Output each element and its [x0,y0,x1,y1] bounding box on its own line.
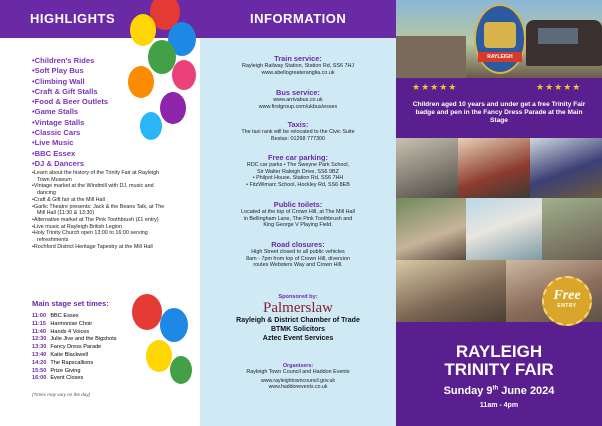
balloon-decoration [146,340,172,372]
event-date [396,385,602,397]
table-row [32,336,117,344]
bus-section [200,88,396,110]
star-rating-icon: ★★★★★ [412,82,458,92]
section-line: Rayleigh Railway Station, Station Rd, SS6 7HJ [241,63,355,69]
list-item: • Craft & Gift Stalls [32,87,108,97]
list-item: • BBC Essex [32,149,108,159]
photo-performer [530,138,602,198]
event-time: 11am - 4pm [479,402,519,409]
section-line: in Bellingham Lane, The Pink Toothbrush and [243,215,353,222]
highlights-panel [0,0,200,426]
sponsor-name: Aztec Event Services [262,335,334,342]
act-cell: Fancy Dress Parade [50,344,102,351]
act-cell: Prize Giving [50,367,81,374]
balloon-decoration [132,294,162,330]
section-line: Located at the top of Crown Hill, at The Mill Hall [241,209,355,215]
list-item: • Game Stalls [32,107,108,117]
section-line: 8am - 7pm from top of Crown Hill, diversion [246,255,350,262]
balloon-decoration [130,14,156,46]
toilets-section [200,200,396,229]
section-line: Sir Walter Raleigh Drive, SS6 9BZ [257,168,339,175]
time-cell: 11:40 [32,328,46,335]
section-line: • Philpot House, Station Rd, SS6 7HH [252,175,344,182]
times-note: (Times may vary on the day) [32,392,91,397]
sponsors-section [200,294,396,343]
train-section [200,54,396,76]
list-item: • Alternative market at The Pink Toothbrush (£1 entry) [32,217,166,224]
list-item: • Children's Rides [32,56,108,66]
sponsored-by-label: Sponsored by: [278,294,318,300]
sponsor-name: BTMK Solicitors [270,326,326,333]
time-cell: 11:15 [32,320,46,327]
information-panel [200,0,396,426]
act-cell: Hands 4 Voices [50,328,90,335]
time-cell: 12:30 [32,336,47,343]
time-cell: 13:40 [32,351,47,358]
photo-costumes [458,138,530,198]
event-title-line2: TRINITY FAIR [444,360,554,379]
table-row [32,344,117,352]
section-line: King George V Playing Field. [263,222,333,229]
information-title: INFORMATION [250,11,347,26]
list-item: • Rochford District Heritage Tapestry at the Mill Hall [32,244,166,251]
balloon-decoration [172,60,196,90]
list-item: • Live Music [32,138,108,148]
table-row [32,360,117,368]
section-line: • FitzWimarc School, Hockley Rd, SS6 8EB [246,181,350,188]
star-rating-icon: ★★★★★ [536,82,582,92]
list-item: • Craft & Gift fair at the Mill Hall [32,197,166,204]
time-cell: 13:30 [32,344,47,351]
act-cell: Harmonise Choir [50,320,93,327]
balloon-decoration [160,92,186,124]
section-heading: Taxis: [287,120,309,129]
date-suffix: th [492,385,499,392]
organisers-heading: Organisers: [282,363,314,369]
list-item: • Vintage market at the Windmill with DJ, music and dancing [32,183,166,196]
taxi-section [200,120,396,142]
list-item: • Food & Beer Outlets [32,97,108,107]
car-window [538,28,578,44]
free-entry-badge [542,276,592,326]
organiser-link[interactable]: www.haddonevents.co.uk [268,384,328,391]
event-title-line1: RAYLEIGH [455,342,543,361]
balloon-decoration [160,308,188,342]
crowd-area [396,36,466,78]
section-line: High Street closed to all public vehicles [251,249,345,255]
road-closures-section [200,240,396,269]
section-heading: Road closures: [271,240,325,249]
badge-free-text: Free [553,288,581,303]
photo-crowd [542,198,602,260]
organisers-section [200,363,396,391]
time-cell: 16:00 [32,375,47,382]
section-line: The taxi rank will be relocated to the Civic Suite [241,129,355,135]
act-cell: Katie Blackwell [50,351,88,358]
time-cell: 15:50 [32,367,47,374]
table-row [32,352,117,360]
photo-ice-cream-van [466,198,542,260]
list-item: • Vintage Stalls [32,118,108,128]
table-row [32,329,117,337]
section-line: routes Websters Way and Crown Hill. [253,262,343,269]
section-heading: Train service: [274,54,322,63]
fair-photo-top [396,0,602,78]
list-item: • Live music at Rayleigh British Legion [32,224,166,231]
balloon-decoration [128,66,154,98]
photo-street-scene [396,198,466,260]
events-list [32,170,166,250]
main-stage-schedule [32,313,117,383]
photo-fair-stalls [396,260,506,322]
information-header [200,0,396,38]
balloon-decoration [140,112,162,140]
list-item: • Climbing Wall [32,77,108,87]
children-offer-text: Children aged 10 years and under get a free Trinity Fair badge and pen in the Fancy Dress Parade at the Main Stage [412,101,586,125]
highlights-list [32,56,108,169]
section-link[interactable]: www.abellogreateranglia.co.uk [261,69,335,76]
logo-ribbon: RAYLEIGH [478,52,522,62]
table-row [32,368,117,376]
cover-panel [396,0,602,426]
act-cell: BBC Essex [50,313,79,319]
section-line: Bestax: 01268 777300 [271,135,325,142]
list-item: • Soft Play Bus [32,66,108,76]
date-day: Sunday 9 [443,385,493,397]
palmerslaw-logo: Palmerslaw [263,300,333,316]
act-cell: Julie Jive and the Bigshots [50,336,117,343]
table-row [32,313,117,321]
list-item: • Classic Cars [32,128,108,138]
badge-entry-text: ENTRY [557,303,577,309]
act-cell: The Rapscallions [50,359,94,366]
event-title [396,343,602,379]
organisers-text: Rayleigh Town Council and Haddon Events [246,369,350,375]
main-stage-title: Main stage set times: [32,299,109,308]
section-heading: Public toilets: [273,200,323,209]
organiser-link[interactable]: www.rayleightowncouncil.gov.uk [260,378,335,384]
section-line: RDC car parks • The Sweyne Park School, [246,162,350,168]
time-cell: 11:00 [32,313,46,319]
carousel-horse-icon [484,22,516,48]
act-cell: Event Closes [50,375,84,382]
balloon-decoration [170,356,192,384]
highlights-title: HIGHLIGHTS [30,11,116,26]
date-month-year: June 2024 [498,385,555,397]
section-heading: Bus service: [276,88,320,97]
section-link[interactable]: www.arrivabus.co.uk [273,97,323,103]
fair-logo-emblem [474,4,526,74]
list-item: • Garlic Theatre presents: Jack & the Beans Talk, at The Mill Hall (11:30 & 13:30) [32,204,166,217]
time-cell: 14:20 [32,359,47,366]
section-link[interactable]: www.firstgroup.com/ukbus/essex [258,103,338,110]
list-item: • Holy Trinity Church open 13:00 to 16:00 serving refreshments [32,230,166,243]
section-heading: Free car parking: [268,153,328,162]
table-row [32,321,117,329]
list-item: • Learn about the history of the Trinity Fair at Rayleigh Town Museum [32,170,166,183]
list-item: • DJ & Dancers [32,159,108,169]
photo-vintage-cars [396,138,458,198]
parking-section [200,153,396,188]
sponsor-name: Rayleigh & District Chamber of Trade [236,317,360,324]
table-row [32,375,117,383]
